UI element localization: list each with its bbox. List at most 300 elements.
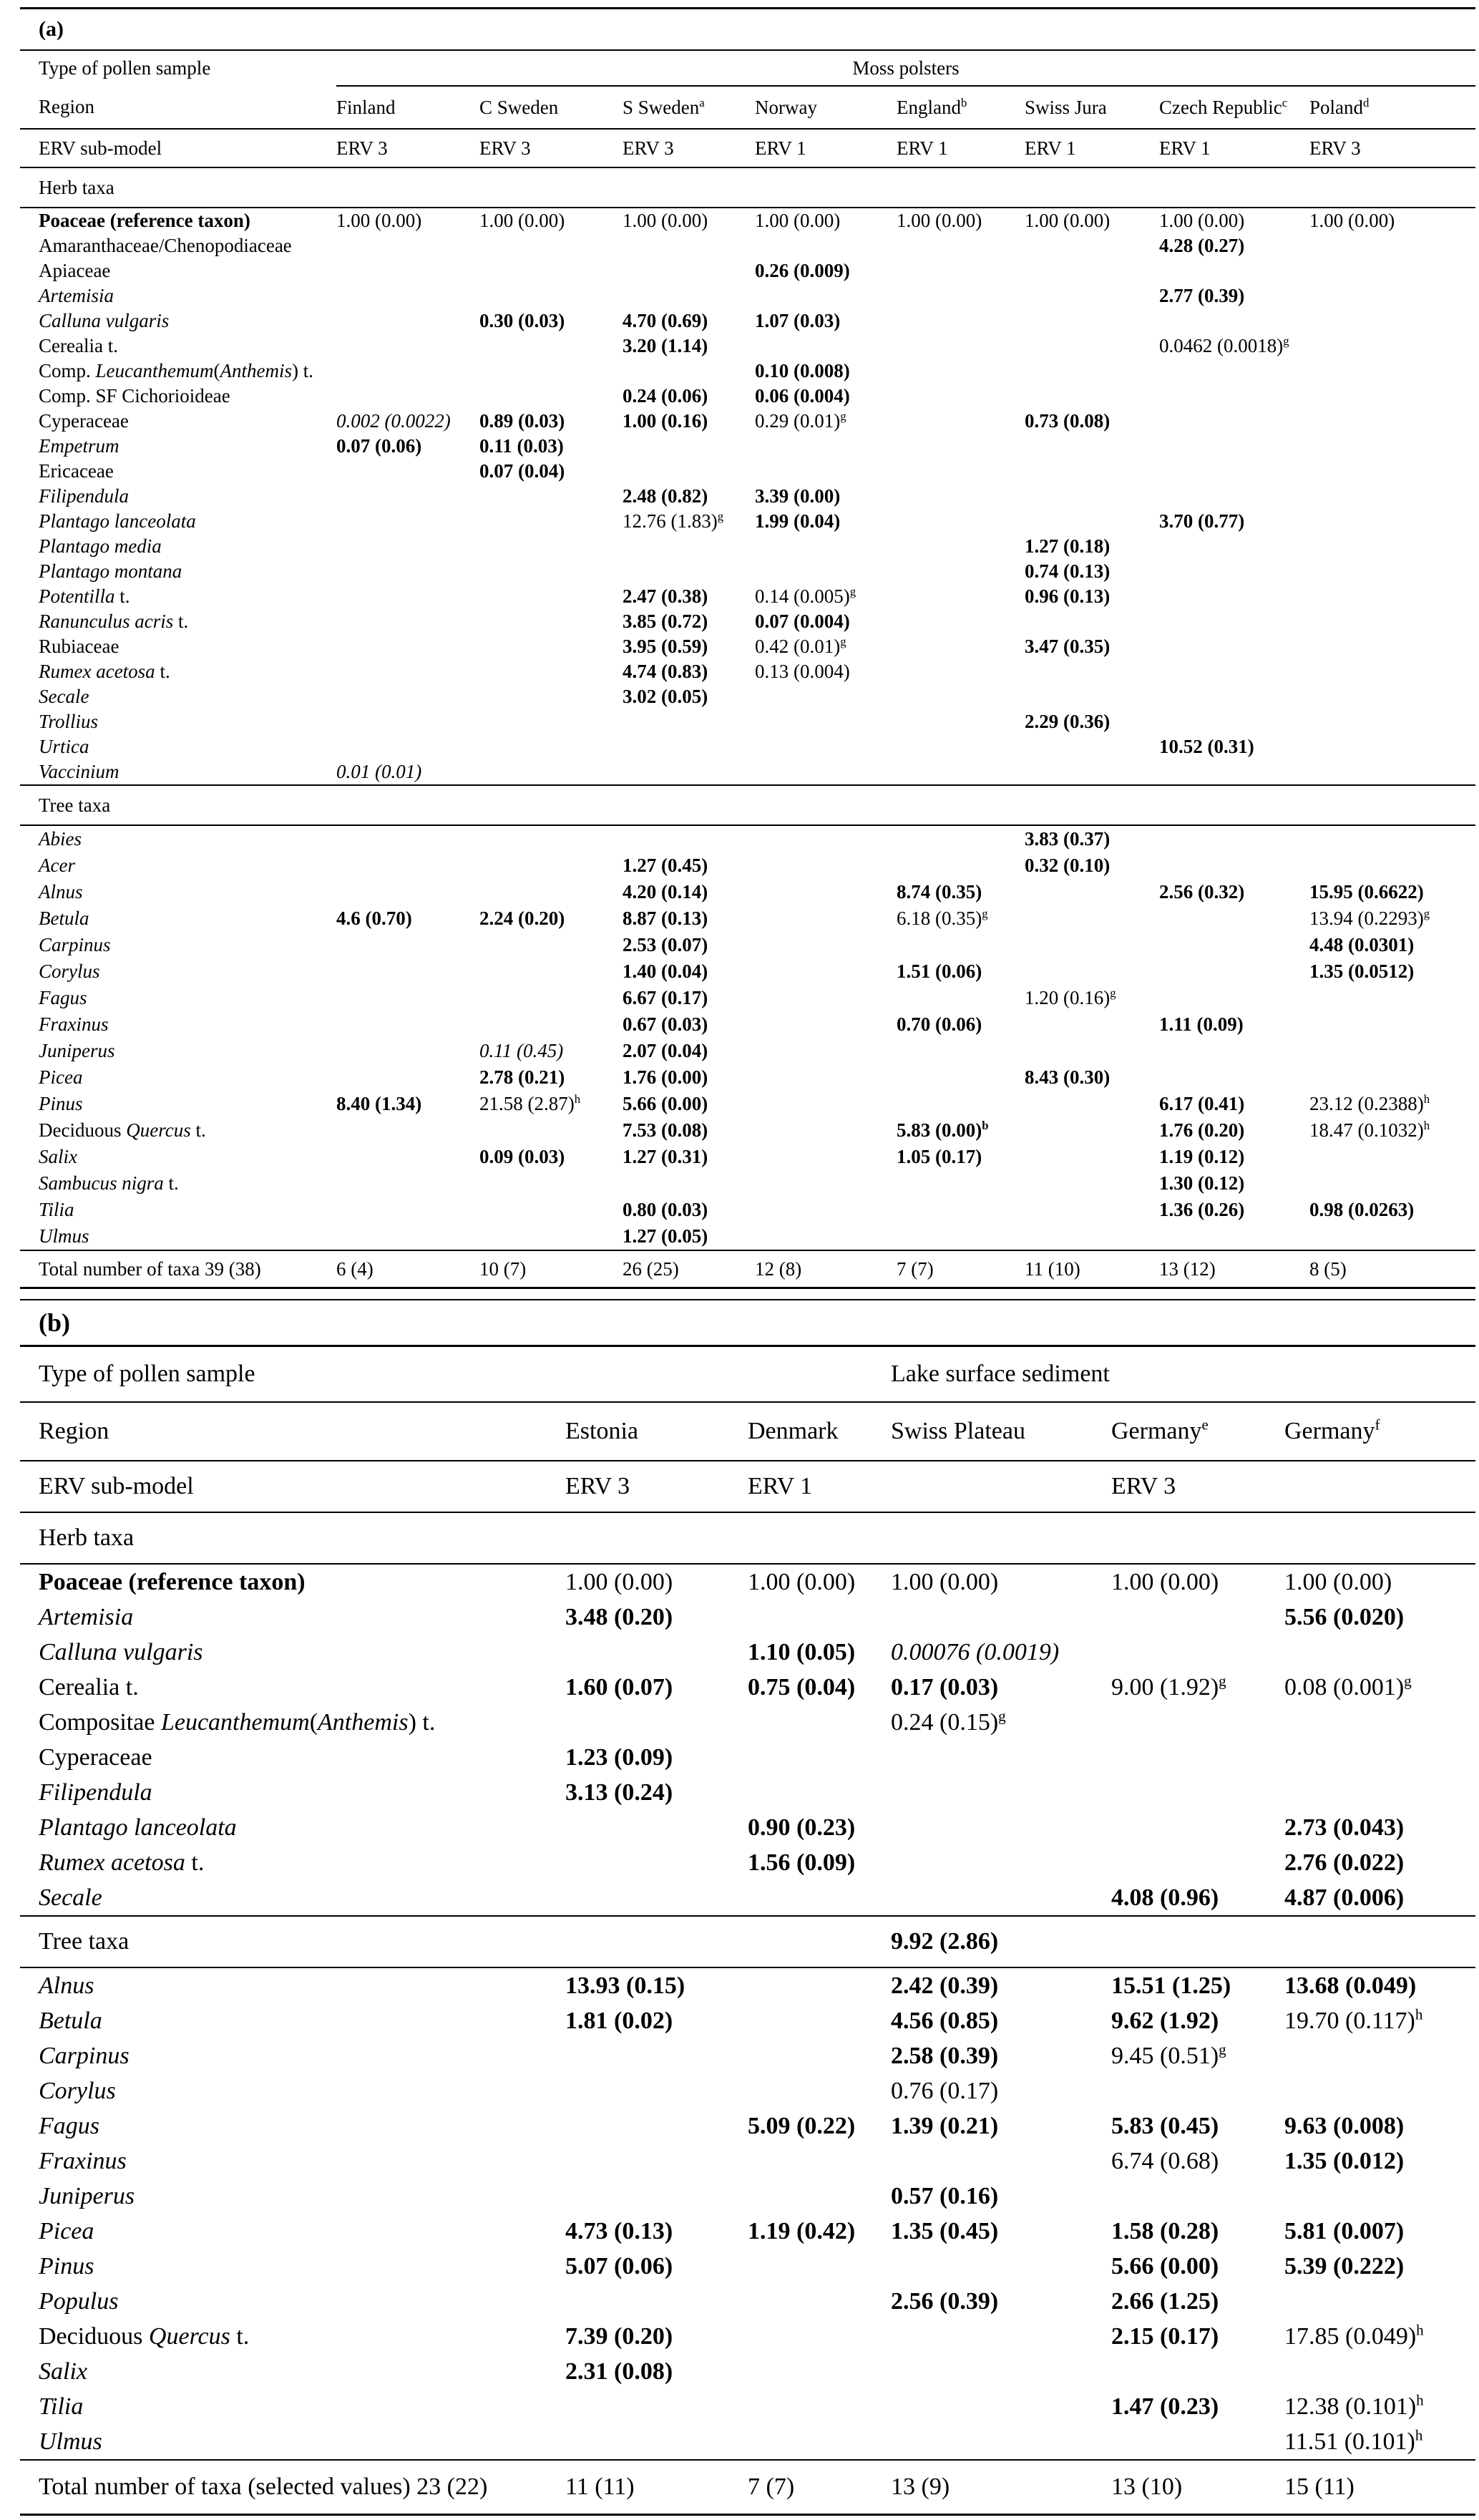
value-cell xyxy=(1284,2424,1475,2460)
taxon-name: Ranunculus acris t. xyxy=(39,610,189,632)
estimate-value: 12.76 $(1.83)^g$ xyxy=(623,510,724,532)
estimate-value: 4.48 (0.0301) xyxy=(1309,934,1415,955)
estimate-value: 2.53 (0.07) xyxy=(623,934,708,955)
value-cell xyxy=(1025,879,1159,905)
taxon-row xyxy=(20,1223,1475,1250)
value-cell xyxy=(755,958,897,985)
value-cell xyxy=(623,308,755,334)
taxon-row xyxy=(20,684,1475,709)
estimate-value: 1.27 (0.31) xyxy=(623,1146,708,1167)
taxon-name: Populus xyxy=(39,2287,119,2315)
value-cell xyxy=(623,1091,755,1117)
estimate-value: 1.40 (0.04) xyxy=(623,960,708,982)
taxon-row xyxy=(20,584,1475,609)
value-cell xyxy=(1025,634,1159,659)
value-cell xyxy=(1284,1916,1475,1967)
footnote-marker: g xyxy=(1219,2040,1226,2058)
value-cell xyxy=(565,1845,748,1880)
taxon-row xyxy=(20,2214,1475,2249)
erv-submodel-label: ERV sub-model xyxy=(20,1461,565,1512)
value-cell xyxy=(623,1064,755,1091)
value-cell xyxy=(897,434,1025,459)
value-cell xyxy=(1159,584,1309,609)
value-cell xyxy=(1025,852,1159,879)
value-cell xyxy=(1309,879,1475,905)
taxon-name: Poaceae (reference taxon) xyxy=(39,210,250,231)
taxon-name: Juniperus xyxy=(39,2182,135,2209)
estimate-value: 2.77 (0.39) xyxy=(1159,285,1245,306)
value-cell xyxy=(1159,659,1309,684)
value-cell xyxy=(336,208,479,233)
taxon-name: Secale xyxy=(39,1884,102,1911)
estimate-value: 4.28 (0.27) xyxy=(1159,235,1245,256)
taxon-name: Artemisia xyxy=(39,1603,134,1630)
value-cell xyxy=(623,1117,755,1144)
value-cell xyxy=(623,509,755,534)
value-cell xyxy=(897,1064,1025,1091)
value-cell xyxy=(748,2073,891,2108)
estimate-value: 2.56 (0.32) xyxy=(1159,881,1245,903)
estimate-value: 4.20 (0.14) xyxy=(623,881,708,903)
value-cell xyxy=(1159,509,1309,534)
estimate-value: 2.78 (0.21) xyxy=(479,1066,565,1088)
erv-value: ERV 3 xyxy=(1309,129,1475,167)
taxon-name: Plantago lanceolata xyxy=(39,1814,237,1841)
estimate-value: 1.35 (0.012) xyxy=(1284,2147,1405,2174)
value-cell xyxy=(891,2214,1111,2249)
value-cell xyxy=(1025,1197,1159,1223)
value-cell xyxy=(623,634,755,659)
estimate-value: 4.74 (0.83) xyxy=(623,661,708,682)
total-value: 26 (25) xyxy=(623,1250,755,1288)
estimate-value: 0.0462 $(0.0018)^g$ xyxy=(1159,334,1289,356)
region-header: Norway xyxy=(755,86,897,129)
total-row xyxy=(20,2460,1475,2515)
value-cell xyxy=(479,659,623,684)
estimate-value: 21.58 $(2.87)^h$ xyxy=(479,1092,581,1114)
value-cell xyxy=(336,283,479,308)
type-of-pollen-sample-label: Type of pollen sample xyxy=(39,57,211,79)
erv-value: ERV 1 xyxy=(755,129,897,167)
footnote-marker: g xyxy=(1283,334,1289,348)
value-cell xyxy=(1159,409,1309,434)
estimate-value: 1.00 (0.00) xyxy=(336,210,422,231)
value-cell xyxy=(897,734,1025,759)
taxon-row xyxy=(20,852,1475,879)
value-cell xyxy=(1111,1845,1284,1880)
estimate-value: 5.83 (0.45) xyxy=(1111,2112,1219,2139)
value-cell xyxy=(1284,2003,1475,2038)
value-cell xyxy=(623,1223,755,1250)
value-cell xyxy=(1111,1740,1284,1775)
value-cell xyxy=(336,258,479,283)
value-cell xyxy=(1309,1038,1475,1064)
value-cell xyxy=(623,985,755,1011)
estimate-value: 0.75 (0.04) xyxy=(748,1673,856,1701)
value-cell xyxy=(1111,1916,1284,1967)
value-cell xyxy=(336,825,479,852)
value-cell xyxy=(623,905,755,932)
value-cell xyxy=(479,334,623,359)
estimate-value: 6.67 (0.17) xyxy=(623,987,708,1008)
value-cell xyxy=(1309,958,1475,985)
value-cell xyxy=(1025,609,1159,634)
value-cell xyxy=(748,2284,891,2319)
value-cell xyxy=(336,308,479,334)
value-cell xyxy=(1309,852,1475,879)
value-cell xyxy=(336,1223,479,1250)
value-cell xyxy=(1309,208,1475,233)
value-cell xyxy=(1025,1117,1159,1144)
value-cell xyxy=(623,879,755,905)
value-cell xyxy=(1159,1223,1309,1250)
taxon-row xyxy=(20,759,1475,785)
taxon-row xyxy=(20,1564,1475,1600)
value-cell xyxy=(1284,1635,1475,1670)
value-cell xyxy=(1284,2179,1475,2214)
estimate-value: 0.89 (0.03) xyxy=(479,410,565,432)
moss-polsters-table xyxy=(20,51,1475,1289)
value-cell xyxy=(755,208,897,233)
value-cell xyxy=(1025,1223,1159,1250)
value-cell xyxy=(1025,1011,1159,1038)
type-row xyxy=(20,1347,1475,1402)
value-cell xyxy=(1025,509,1159,534)
value-cell xyxy=(891,1845,1111,1880)
value-cell xyxy=(755,1064,897,1091)
estimate-value: 1.35 (0.0512) xyxy=(1309,960,1415,982)
footnote-marker: g xyxy=(1110,986,1116,1000)
value-cell xyxy=(755,559,897,584)
taxon-row xyxy=(20,1144,1475,1170)
estimate-value: 13.94 $(0.2293)^g$ xyxy=(1309,907,1430,929)
total-value: 13 (10) xyxy=(1111,2460,1284,2515)
value-cell xyxy=(897,509,1025,534)
taxon-row xyxy=(20,905,1475,932)
value-cell xyxy=(1025,534,1159,559)
total-value: 13 (12) xyxy=(1159,1250,1309,1288)
total-value: 12 (8) xyxy=(755,1250,897,1288)
value-cell xyxy=(897,534,1025,559)
value-cell xyxy=(1025,759,1159,785)
value-cell xyxy=(1284,1670,1475,1705)
taxon-name: Juniperus xyxy=(39,1040,115,1061)
value-cell xyxy=(755,684,897,709)
value-cell xyxy=(891,2038,1111,2073)
erv-submodel-label: ERV sub-model xyxy=(20,129,336,167)
value-cell xyxy=(1159,905,1309,932)
value-cell xyxy=(1159,334,1309,359)
value-cell xyxy=(1284,1600,1475,1635)
estimate-value: 1.27 (0.18) xyxy=(1025,535,1111,557)
estimate-value: 0.17 (0.03) xyxy=(891,1673,999,1701)
estimate-value: 3.13 (0.24) xyxy=(565,1779,673,1806)
value-cell xyxy=(891,1635,1111,1670)
taxon-row xyxy=(20,233,1475,258)
value-cell xyxy=(1025,559,1159,584)
value-cell xyxy=(748,2424,891,2460)
estimate-value: 2.29 (0.36) xyxy=(1025,711,1111,732)
total-value: 13 (9) xyxy=(891,2460,1111,2515)
taxon-row xyxy=(20,2144,1475,2179)
estimate-value: 13.93 (0.15) xyxy=(565,1972,685,1999)
value-cell xyxy=(336,233,479,258)
estimate-value: 2.56 (0.39) xyxy=(891,2287,999,2315)
footnote-marker: e xyxy=(1201,1416,1209,1434)
taxon-name: Artemisia xyxy=(39,285,114,306)
estimate-value: 1.00 (0.00) xyxy=(479,210,565,231)
value-cell xyxy=(336,534,479,559)
value-cell xyxy=(623,534,755,559)
value-cell xyxy=(1025,208,1159,233)
value-cell xyxy=(891,2249,1111,2284)
value-cell xyxy=(1159,734,1309,759)
value-cell xyxy=(623,825,755,852)
value-cell xyxy=(755,534,897,559)
taxon-name: Salix xyxy=(39,2358,87,2385)
value-cell xyxy=(1284,1810,1475,1845)
value-cell xyxy=(755,759,897,785)
total-value: 15 (11) xyxy=(1284,2460,1475,2515)
value-cell xyxy=(565,1635,748,1670)
estimate-value: 3.85 (0.72) xyxy=(623,610,708,632)
value-cell xyxy=(479,308,623,334)
estimate-value: 11.51 $(0.101)^h$ xyxy=(1284,2426,1423,2455)
taxon-name: Cerealia t. xyxy=(39,1673,139,1701)
panel-b-lake-sediment xyxy=(20,1299,1475,2516)
value-cell xyxy=(1159,985,1309,1011)
value-cell xyxy=(479,709,623,734)
taxon-name: Alnus xyxy=(39,881,83,903)
estimate-value: 4.08 (0.96) xyxy=(1111,1884,1219,1911)
value-cell xyxy=(891,1564,1111,1600)
value-cell xyxy=(748,2389,891,2424)
value-cell xyxy=(1284,2389,1475,2424)
value-cell xyxy=(1025,684,1159,709)
value-cell xyxy=(897,1144,1025,1170)
estimate-value: 8.74 (0.35) xyxy=(897,881,982,903)
taxon-name: Filipendula xyxy=(39,1779,152,1806)
value-cell xyxy=(1159,1197,1309,1223)
value-cell xyxy=(891,2108,1111,2144)
value-cell xyxy=(1025,958,1159,985)
value-cell xyxy=(748,1740,891,1775)
value-cell xyxy=(623,659,755,684)
value-cell xyxy=(1159,359,1309,384)
taxon-name: Ericaceae xyxy=(39,460,114,482)
value-cell xyxy=(1309,734,1475,759)
value-cell xyxy=(1025,359,1159,384)
total-value: 11 (10) xyxy=(1025,1250,1159,1288)
erv-value: ERV 3 xyxy=(479,129,623,167)
footnote-marker: h xyxy=(1423,1119,1430,1132)
taxon-name: Empetrum xyxy=(39,435,119,457)
taxon-row xyxy=(20,308,1475,334)
value-cell xyxy=(336,1170,479,1197)
estimate-value: 9.63 (0.008) xyxy=(1284,2112,1405,2139)
estimate-value: 2.07 (0.04) xyxy=(623,1040,708,1061)
section-row xyxy=(20,1512,1475,1564)
value-cell xyxy=(1309,484,1475,509)
value-cell xyxy=(479,1144,623,1170)
value-cell xyxy=(1309,684,1475,709)
taxon-name: Cyperaceae xyxy=(39,410,129,432)
footnote-marker: g xyxy=(982,907,988,920)
taxon-row xyxy=(20,734,1475,759)
value-cell xyxy=(891,1670,1111,1705)
taxon-row xyxy=(20,208,1475,233)
estimate-value: 1.00 (0.00) xyxy=(565,1568,673,1595)
value-cell xyxy=(1284,2038,1475,2073)
footnote-marker: g xyxy=(840,409,846,423)
value-cell xyxy=(897,283,1025,308)
value-cell xyxy=(1025,283,1159,308)
value-cell xyxy=(1111,2073,1284,2108)
estimate-value: 5.39 (0.222) xyxy=(1284,2252,1405,2280)
value-cell xyxy=(748,1600,891,1635)
value-cell xyxy=(479,559,623,584)
taxon-row xyxy=(20,932,1475,958)
estimate-value: 0.24 $(0.15)^g$ xyxy=(891,1707,1006,1736)
value-cell xyxy=(1159,609,1309,634)
value-cell xyxy=(479,609,623,634)
estimate-value: 3.70 (0.77) xyxy=(1159,510,1245,532)
value-cell xyxy=(897,208,1025,233)
taxon-row xyxy=(20,409,1475,434)
value-cell xyxy=(1159,932,1309,958)
value-cell xyxy=(623,852,755,879)
value-cell xyxy=(748,2319,891,2354)
estimate-value: 5.09 (0.22) xyxy=(748,2112,856,2139)
value-cell xyxy=(1159,1038,1309,1064)
estimate-value: 23.12 $(0.2388)^h$ xyxy=(1309,1092,1430,1114)
footnote-marker: g xyxy=(1423,907,1430,920)
value-cell xyxy=(897,1011,1025,1038)
estimate-value: 0.11 (0.45) xyxy=(479,1040,564,1061)
estimate-value: 0.76 (0.17) xyxy=(891,2077,999,2104)
value-cell xyxy=(1111,1810,1284,1845)
value-cell xyxy=(1159,258,1309,283)
region-header: Estonia xyxy=(565,1402,748,1461)
value-cell xyxy=(1159,1091,1309,1117)
value-cell xyxy=(891,1705,1111,1740)
value-cell xyxy=(748,1670,891,1705)
erv-value xyxy=(1284,1461,1475,1512)
value-cell xyxy=(479,1038,623,1064)
value-cell xyxy=(479,1064,623,1091)
taxon-row xyxy=(20,559,1475,584)
estimate-value: 1.27 (0.45) xyxy=(623,855,708,876)
value-cell xyxy=(891,2179,1111,2214)
value-cell xyxy=(336,684,479,709)
value-cell xyxy=(748,1635,891,1670)
value-cell xyxy=(336,634,479,659)
value-cell xyxy=(1284,1740,1475,1775)
value-cell xyxy=(1309,459,1475,484)
estimate-value: 1.19 (0.42) xyxy=(748,2217,856,2244)
value-cell xyxy=(1309,985,1475,1011)
taxon-name: Corylus xyxy=(39,2077,116,2104)
value-cell xyxy=(336,384,479,409)
region-header: S Sweden$^a$ xyxy=(623,86,755,129)
estimate-value: 8.40 (1.34) xyxy=(336,1093,422,1114)
taxon-name: Rumex acetosa t. xyxy=(39,1849,205,1876)
erv-value: ERV 3 xyxy=(623,129,755,167)
taxon-row xyxy=(20,2389,1475,2424)
value-cell xyxy=(897,958,1025,985)
total-value: 7 (7) xyxy=(748,2460,891,2515)
value-cell xyxy=(748,2038,891,2073)
value-cell xyxy=(1309,609,1475,634)
estimate-value: 8.87 (0.13) xyxy=(623,908,708,929)
footnote-marker: b xyxy=(960,95,967,110)
value-cell xyxy=(1284,1705,1475,1740)
value-cell xyxy=(1309,825,1475,852)
region-row xyxy=(20,1402,1475,1461)
value-cell xyxy=(1309,709,1475,734)
total-label: Total number of taxa 39 (38) xyxy=(20,1250,336,1288)
value-cell xyxy=(897,609,1025,634)
taxon-row xyxy=(20,1705,1475,1740)
taxon-name: Potentilla t. xyxy=(39,585,130,607)
value-cell xyxy=(748,1705,891,1740)
value-cell xyxy=(623,208,755,233)
value-cell xyxy=(1025,334,1159,359)
region-header: Germany$^e$ xyxy=(1111,1402,1284,1461)
taxon-row xyxy=(20,2319,1475,2354)
value-cell xyxy=(479,734,623,759)
taxon-name: Betula xyxy=(39,908,89,929)
value-cell xyxy=(1111,1775,1284,1810)
erv-row xyxy=(20,1461,1475,1512)
value-cell xyxy=(1159,283,1309,308)
taxon-name: Carpinus xyxy=(39,2042,130,2069)
taxon-row xyxy=(20,1117,1475,1144)
footnote-marker: c xyxy=(1282,95,1288,110)
value-cell xyxy=(1159,1144,1309,1170)
value-cell xyxy=(748,2179,891,2214)
taxon-name: Urtica xyxy=(39,736,89,757)
panel-b-label: (b) xyxy=(20,1299,1475,1347)
value-cell xyxy=(755,825,897,852)
value-cell xyxy=(623,1144,755,1170)
value-cell xyxy=(1111,1705,1284,1740)
value-cell xyxy=(565,2249,748,2284)
value-cell xyxy=(1159,852,1309,879)
taxon-name: Compositae Leucanthemum(Anthemis) t. xyxy=(39,1708,436,1736)
value-cell xyxy=(623,359,755,384)
value-cell xyxy=(1309,1170,1475,1197)
footnote-marker: h xyxy=(1415,2005,1423,2023)
value-cell xyxy=(897,559,1025,584)
value-cell xyxy=(897,258,1025,283)
taxon-name: Deciduous Quercus t. xyxy=(39,2322,250,2350)
value-cell xyxy=(623,283,755,308)
taxon-row xyxy=(20,825,1475,852)
footnote-marker: b xyxy=(982,1119,989,1132)
taxon-row xyxy=(20,1845,1475,1880)
value-cell xyxy=(897,384,1025,409)
taxon-row xyxy=(20,634,1475,659)
estimate-value: 1.36 (0.26) xyxy=(1159,1199,1245,1220)
value-cell xyxy=(1159,559,1309,584)
value-cell xyxy=(755,659,897,684)
value-cell xyxy=(565,1775,748,1810)
value-cell xyxy=(1309,1223,1475,1250)
value-cell xyxy=(748,1810,891,1845)
value-cell xyxy=(755,584,897,609)
taxon-name: Cerealia t. xyxy=(39,335,118,356)
